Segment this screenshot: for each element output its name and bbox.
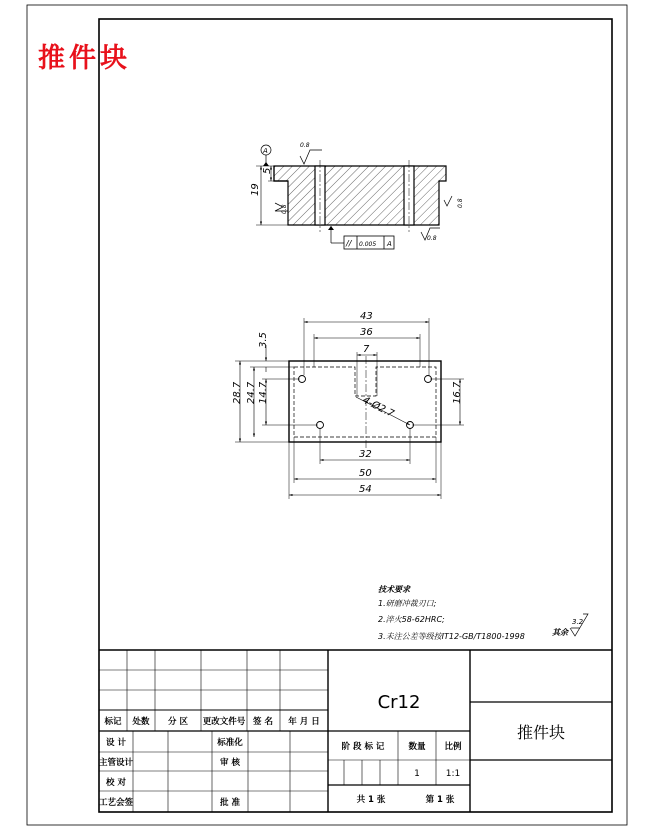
scale-value: 1:1	[445, 769, 461, 779]
fcf-datum: A	[387, 240, 392, 248]
hdr-count: 处数	[132, 717, 150, 727]
dim-16-7: 16.7	[452, 381, 463, 404]
scale-label: 比例	[444, 742, 462, 752]
dim-54: 54	[359, 484, 372, 495]
finish-value: 3.2	[572, 618, 584, 626]
row-chief: 主管设计	[98, 758, 134, 768]
dim-height-19: 19	[250, 183, 261, 196]
part-title: 推件块	[38, 43, 131, 74]
tech-req-item-2: 2.淬火58-62HRC;	[378, 615, 445, 624]
dim-step-5: 5	[262, 167, 273, 174]
ra-right-value: 0.8	[457, 198, 464, 208]
sheets-total: 共 1 张	[356, 795, 386, 805]
section-view	[256, 145, 452, 249]
row-review: 审 核	[220, 758, 240, 768]
qty-value: 1	[414, 769, 420, 779]
row-check: 校 对	[106, 778, 126, 788]
part-name-text: 推件块	[516, 723, 566, 742]
ra-bottom-value: 0.8	[427, 235, 437, 242]
tech-req-item-3: 3.未注公差等级按IT12-GB/T1800-1998	[378, 632, 525, 641]
fcf-symbol: //	[346, 239, 352, 248]
ra-top-value: 0.8	[300, 142, 310, 149]
inner-border	[99, 19, 612, 812]
hdr-zone: 分 区	[168, 717, 188, 727]
material-text: Cr12	[377, 692, 421, 713]
weight-label: 数量	[408, 742, 426, 752]
dim-43: 43	[360, 311, 373, 322]
dim-50: 50	[359, 468, 372, 479]
dim-3-5: 3.5	[258, 332, 269, 348]
ra-left-value: 0.8	[281, 204, 288, 214]
dim-24-7: 24.7	[246, 381, 257, 404]
dim-36: 36	[360, 327, 373, 338]
hdr-sign: 签 名	[253, 717, 273, 727]
hdr-date: 年 月 日	[288, 717, 320, 727]
dim-32: 32	[359, 449, 372, 460]
dim-14-7: 14.7	[258, 381, 269, 404]
dim-28-7: 28.7	[232, 381, 243, 404]
stage-label: 阶 段 标 记	[341, 742, 385, 752]
row-approve: 批 准	[220, 798, 240, 808]
dim-7: 7	[363, 344, 370, 355]
hole-callout: 4-Ø2.7	[360, 394, 396, 420]
row-std: 标准化	[217, 738, 243, 748]
row-design: 设 计	[106, 738, 126, 748]
row-process: 工艺会签	[98, 798, 134, 808]
tech-req-heading: 技术要求	[378, 585, 410, 594]
datum-a-label: A	[263, 147, 268, 155]
sheet-number: 第 1 张	[425, 795, 455, 805]
hdr-doc: 更改文件号	[202, 717, 246, 727]
fcf-tolerance: 0.005	[359, 241, 377, 248]
hdr-mark: 标记	[104, 717, 122, 727]
plan-view	[235, 318, 464, 499]
finish-label: 其余	[552, 628, 568, 637]
tech-req-item-1: 1.研磨冲裁刃口;	[378, 599, 437, 608]
